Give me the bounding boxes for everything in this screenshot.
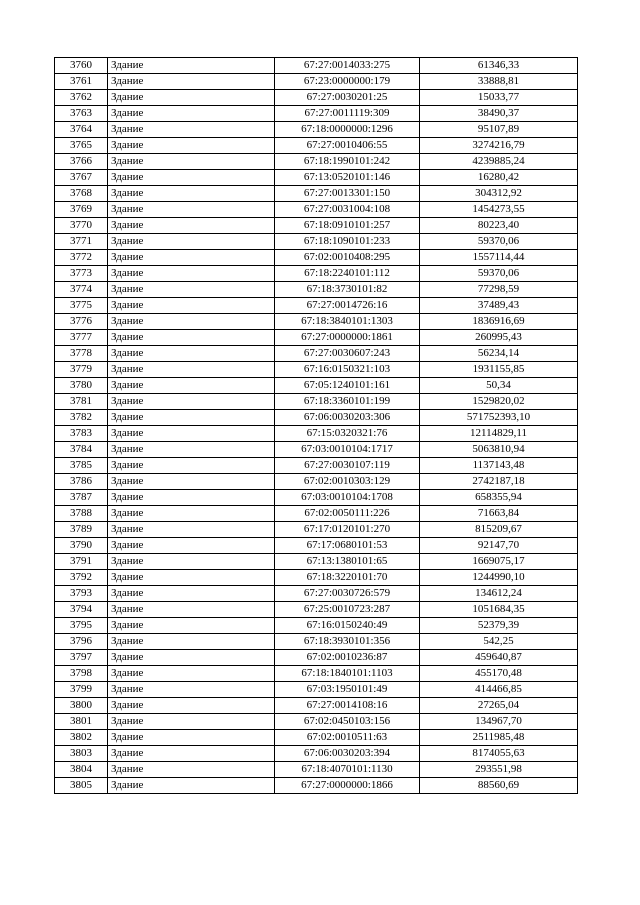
table-row [55, 426, 578, 442]
row-number-cell: 3796 [55, 634, 108, 650]
cadastral-value-cell: 459640,87 [420, 650, 578, 666]
cadastral-value-cell: 77298,59 [420, 282, 578, 298]
table-row [55, 314, 578, 330]
row-number-cell: 3766 [55, 154, 108, 170]
row-number-cell: 3783 [55, 426, 108, 442]
cadastral-value-cell: 4239885,24 [420, 154, 578, 170]
row-number-cell: 3803 [55, 746, 108, 762]
table-row [55, 778, 578, 794]
cadastral-value-cell: 260995,43 [420, 330, 578, 346]
cadastral-value-cell: 56234,14 [420, 346, 578, 362]
object-type-cell: Здание [108, 666, 275, 682]
object-type-cell: Здание [108, 410, 275, 426]
table-row [55, 650, 578, 666]
row-number-cell: 3801 [55, 714, 108, 730]
object-type-cell: Здание [108, 154, 275, 170]
object-type-cell: Здание [108, 570, 275, 586]
object-type-cell: Здание [108, 394, 275, 410]
object-type-cell: Здание [108, 634, 275, 650]
cadastral-value-cell: 88560,69 [420, 778, 578, 794]
cadastral-number-cell: 67:03:0010104:1717 [275, 442, 420, 458]
cadastral-value-cell: 1051684,35 [420, 602, 578, 618]
cadastral-value-cell: 2742187,18 [420, 474, 578, 490]
table-row [55, 266, 578, 282]
object-type-cell: Здание [108, 282, 275, 298]
cadastral-number-cell: 67:16:0150321:103 [275, 362, 420, 378]
row-number-cell: 3804 [55, 762, 108, 778]
cadastral-number-cell: 67:03:1950101:49 [275, 682, 420, 698]
cadastral-value-cell: 1454273,55 [420, 202, 578, 218]
cadastral-number-cell: 67:27:0000000:1866 [275, 778, 420, 794]
cadastral-value-cell: 5063810,94 [420, 442, 578, 458]
cadastral-value-cell: 59370,06 [420, 266, 578, 282]
cadastral-number-cell: 67:02:0450103:156 [275, 714, 420, 730]
cadastral-number-cell: 67:27:0010406:55 [275, 138, 420, 154]
row-number-cell: 3765 [55, 138, 108, 154]
table-row [55, 730, 578, 746]
row-number-cell: 3772 [55, 250, 108, 266]
table-row [55, 362, 578, 378]
table-row [55, 298, 578, 314]
row-number-cell: 3773 [55, 266, 108, 282]
cadastral-number-cell: 67:18:2240101:112 [275, 266, 420, 282]
cadastral-number-cell: 67:03:0010104:1708 [275, 490, 420, 506]
object-type-cell: Здание [108, 362, 275, 378]
row-number-cell: 3779 [55, 362, 108, 378]
row-number-cell: 3795 [55, 618, 108, 634]
table-row [55, 122, 578, 138]
table-row [55, 106, 578, 122]
cadastral-value-cell: 61346,33 [420, 58, 578, 74]
object-type-cell: Здание [108, 474, 275, 490]
row-number-cell: 3794 [55, 602, 108, 618]
object-type-cell: Здание [108, 490, 275, 506]
cadastral-number-cell: 67:27:0000000:1861 [275, 330, 420, 346]
table-row [55, 506, 578, 522]
cadastral-value-cell: 1836916,69 [420, 314, 578, 330]
table-row [55, 154, 578, 170]
cadastral-value-cell: 92147,70 [420, 538, 578, 554]
row-number-cell: 3768 [55, 186, 108, 202]
cadastral-number-cell: 67:18:0000000:1296 [275, 122, 420, 138]
table-row [55, 602, 578, 618]
cadastral-value-cell: 293551,98 [420, 762, 578, 778]
object-type-cell: Здание [108, 602, 275, 618]
cadastral-value-cell: 1931155,85 [420, 362, 578, 378]
cadastral-value-cell: 1137143,48 [420, 458, 578, 474]
cadastral-value-cell: 38490,37 [420, 106, 578, 122]
table-row [55, 186, 578, 202]
table-row [55, 666, 578, 682]
table-row [55, 234, 578, 250]
object-type-cell: Здание [108, 586, 275, 602]
row-number-cell: 3760 [55, 58, 108, 74]
cadastral-number-cell: 67:27:0014108:16 [275, 698, 420, 714]
cadastral-value-cell: 37489,43 [420, 298, 578, 314]
object-type-cell: Здание [108, 186, 275, 202]
object-type-cell: Здание [108, 746, 275, 762]
object-type-cell: Здание [108, 170, 275, 186]
row-number-cell: 3791 [55, 554, 108, 570]
cadastral-number-cell: 67:05:1240101:161 [275, 378, 420, 394]
cadastral-value-cell: 571752393,10 [420, 410, 578, 426]
table-row [55, 410, 578, 426]
row-number-cell: 3799 [55, 682, 108, 698]
object-type-cell: Здание [108, 266, 275, 282]
row-number-cell: 3800 [55, 698, 108, 714]
cadastral-number-cell: 67:18:1840101:1103 [275, 666, 420, 682]
cadastral-number-cell: 67:18:3930101:356 [275, 634, 420, 650]
cadastral-number-cell: 67:27:0014033:275 [275, 58, 420, 74]
object-type-cell: Здание [108, 138, 275, 154]
row-number-cell: 3761 [55, 74, 108, 90]
row-number-cell: 3797 [55, 650, 108, 666]
row-number-cell: 3784 [55, 442, 108, 458]
cadastral-value-cell: 134612,24 [420, 586, 578, 602]
cadastral-value-cell: 3274216,79 [420, 138, 578, 154]
row-number-cell: 3774 [55, 282, 108, 298]
table-row [55, 522, 578, 538]
row-number-cell: 3776 [55, 314, 108, 330]
cadastral-value-cell: 542,25 [420, 634, 578, 650]
cadastral-number-cell: 67:27:0030107:119 [275, 458, 420, 474]
object-type-cell: Здание [108, 378, 275, 394]
row-number-cell: 3789 [55, 522, 108, 538]
cadastral-number-cell: 67:27:0013301:150 [275, 186, 420, 202]
object-type-cell: Здание [108, 330, 275, 346]
cadastral-number-cell: 67:27:0030726:579 [275, 586, 420, 602]
cadastral-value-cell: 12114829,11 [420, 426, 578, 442]
cadastral-number-cell: 67:25:0010723:287 [275, 602, 420, 618]
table-row [55, 634, 578, 650]
row-number-cell: 3786 [55, 474, 108, 490]
object-type-cell: Здание [108, 298, 275, 314]
table-row [55, 442, 578, 458]
object-type-cell: Здание [108, 618, 275, 634]
table-row [55, 762, 578, 778]
row-number-cell: 3770 [55, 218, 108, 234]
object-type-cell: Здание [108, 106, 275, 122]
cadastral-value-cell: 815209,67 [420, 522, 578, 538]
object-type-cell: Здание [108, 522, 275, 538]
cadastral-value-cell: 59370,06 [420, 234, 578, 250]
object-type-cell: Здание [108, 650, 275, 666]
cadastral-number-cell: 67:18:1990101:242 [275, 154, 420, 170]
cadastral-value-cell: 50,34 [420, 378, 578, 394]
object-type-cell: Здание [108, 698, 275, 714]
row-number-cell: 3787 [55, 490, 108, 506]
table-row [55, 170, 578, 186]
cadastral-value-cell: 414466,85 [420, 682, 578, 698]
row-number-cell: 3771 [55, 234, 108, 250]
cadastral-value-cell: 1244990,10 [420, 570, 578, 586]
object-type-cell: Здание [108, 538, 275, 554]
row-number-cell: 3780 [55, 378, 108, 394]
object-type-cell: Здание [108, 458, 275, 474]
table-row [55, 330, 578, 346]
cadastral-number-cell: 67:27:0030607:243 [275, 346, 420, 362]
row-number-cell: 3781 [55, 394, 108, 410]
cadastral-number-cell: 67:02:0010511:63 [275, 730, 420, 746]
cadastral-value-cell: 27265,04 [420, 698, 578, 714]
cadastral-number-cell: 67:17:0120101:270 [275, 522, 420, 538]
object-type-cell: Здание [108, 506, 275, 522]
cadastral-number-cell: 67:15:0320321:76 [275, 426, 420, 442]
cadastral-value-table [54, 57, 578, 794]
cadastral-number-cell: 67:16:0150240:49 [275, 618, 420, 634]
cadastral-number-cell: 67:18:1090101:233 [275, 234, 420, 250]
cadastral-number-cell: 67:27:0011119:309 [275, 106, 420, 122]
cadastral-number-cell: 67:13:0520101:146 [275, 170, 420, 186]
cadastral-number-cell: 67:18:0910101:257 [275, 218, 420, 234]
cadastral-value-cell: 2511985,48 [420, 730, 578, 746]
table-row [55, 746, 578, 762]
object-type-cell: Здание [108, 730, 275, 746]
cadastral-value-cell: 16280,42 [420, 170, 578, 186]
table-row [55, 378, 578, 394]
cadastral-number-cell: 67:02:0010408:295 [275, 250, 420, 266]
object-type-cell: Здание [108, 426, 275, 442]
table-row [55, 202, 578, 218]
cadastral-value-cell: 80223,40 [420, 218, 578, 234]
table-row [55, 138, 578, 154]
object-type-cell: Здание [108, 442, 275, 458]
table-row [55, 474, 578, 490]
cadastral-value-cell: 95107,89 [420, 122, 578, 138]
row-number-cell: 3782 [55, 410, 108, 426]
object-type-cell: Здание [108, 58, 275, 74]
row-number-cell: 3762 [55, 90, 108, 106]
table-row [55, 394, 578, 410]
row-number-cell: 3763 [55, 106, 108, 122]
table-row [55, 682, 578, 698]
object-type-cell: Здание [108, 714, 275, 730]
row-number-cell: 3769 [55, 202, 108, 218]
row-number-cell: 3792 [55, 570, 108, 586]
object-type-cell: Здание [108, 250, 275, 266]
row-number-cell: 3777 [55, 330, 108, 346]
table-body [55, 58, 578, 794]
table-row [55, 282, 578, 298]
cadastral-number-cell: 67:06:0030203:394 [275, 746, 420, 762]
table-row [55, 586, 578, 602]
table-row [55, 58, 578, 74]
table-row [55, 698, 578, 714]
cadastral-number-cell: 67:02:0010236:87 [275, 650, 420, 666]
object-type-cell: Здание [108, 314, 275, 330]
cadastral-number-cell: 67:18:4070101:1130 [275, 762, 420, 778]
table-row [55, 554, 578, 570]
object-type-cell: Здание [108, 682, 275, 698]
object-type-cell: Здание [108, 554, 275, 570]
table-row [55, 570, 578, 586]
object-type-cell: Здание [108, 346, 275, 362]
row-number-cell: 3802 [55, 730, 108, 746]
table-row [55, 458, 578, 474]
object-type-cell: Здание [108, 234, 275, 250]
cadastral-value-cell: 304312,92 [420, 186, 578, 202]
cadastral-number-cell: 67:17:0680101:53 [275, 538, 420, 554]
row-number-cell: 3785 [55, 458, 108, 474]
row-number-cell: 3767 [55, 170, 108, 186]
cadastral-number-cell: 67:13:1380101:65 [275, 554, 420, 570]
cadastral-number-cell: 67:18:3360101:199 [275, 394, 420, 410]
cadastral-number-cell: 67:18:3730101:82 [275, 282, 420, 298]
cadastral-number-cell: 67:27:0014726:16 [275, 298, 420, 314]
cadastral-value-cell: 1669075,17 [420, 554, 578, 570]
cadastral-value-cell: 71663,84 [420, 506, 578, 522]
cadastral-number-cell: 67:27:0030201:25 [275, 90, 420, 106]
object-type-cell: Здание [108, 202, 275, 218]
cadastral-value-cell: 15033,77 [420, 90, 578, 106]
cadastral-value-cell: 1557114,44 [420, 250, 578, 266]
object-type-cell: Здание [108, 778, 275, 794]
cadastral-number-cell: 67:18:3220101:70 [275, 570, 420, 586]
row-number-cell: 3775 [55, 298, 108, 314]
table-row [55, 250, 578, 266]
object-type-cell: Здание [108, 74, 275, 90]
cadastral-number-cell: 67:02:0050111:226 [275, 506, 420, 522]
row-number-cell: 3788 [55, 506, 108, 522]
row-number-cell: 3778 [55, 346, 108, 362]
row-number-cell: 3764 [55, 122, 108, 138]
table-row [55, 90, 578, 106]
table-row [55, 618, 578, 634]
row-number-cell: 3805 [55, 778, 108, 794]
object-type-cell: Здание [108, 218, 275, 234]
cadastral-number-cell: 67:06:0030203:306 [275, 410, 420, 426]
table-row [55, 538, 578, 554]
row-number-cell: 3798 [55, 666, 108, 682]
cadastral-value-cell: 52379,39 [420, 618, 578, 634]
cadastral-number-cell: 67:18:3840101:1303 [275, 314, 420, 330]
table-row [55, 714, 578, 730]
cadastral-value-cell: 658355,94 [420, 490, 578, 506]
cadastral-value-cell: 8174055,63 [420, 746, 578, 762]
table-row [55, 346, 578, 362]
cadastral-value-cell: 33888,81 [420, 74, 578, 90]
table-row [55, 490, 578, 506]
object-type-cell: Здание [108, 90, 275, 106]
table-row [55, 218, 578, 234]
cadastral-value-cell: 455170,48 [420, 666, 578, 682]
cadastral-value-cell: 134967,70 [420, 714, 578, 730]
table-row [55, 74, 578, 90]
row-number-cell: 3790 [55, 538, 108, 554]
cadastral-number-cell: 67:27:0031004:108 [275, 202, 420, 218]
row-number-cell: 3793 [55, 586, 108, 602]
object-type-cell: Здание [108, 762, 275, 778]
object-type-cell: Здание [108, 122, 275, 138]
cadastral-value-cell: 1529820,02 [420, 394, 578, 410]
cadastral-number-cell: 67:02:0010303:129 [275, 474, 420, 490]
cadastral-number-cell: 67:23:0000000:179 [275, 74, 420, 90]
